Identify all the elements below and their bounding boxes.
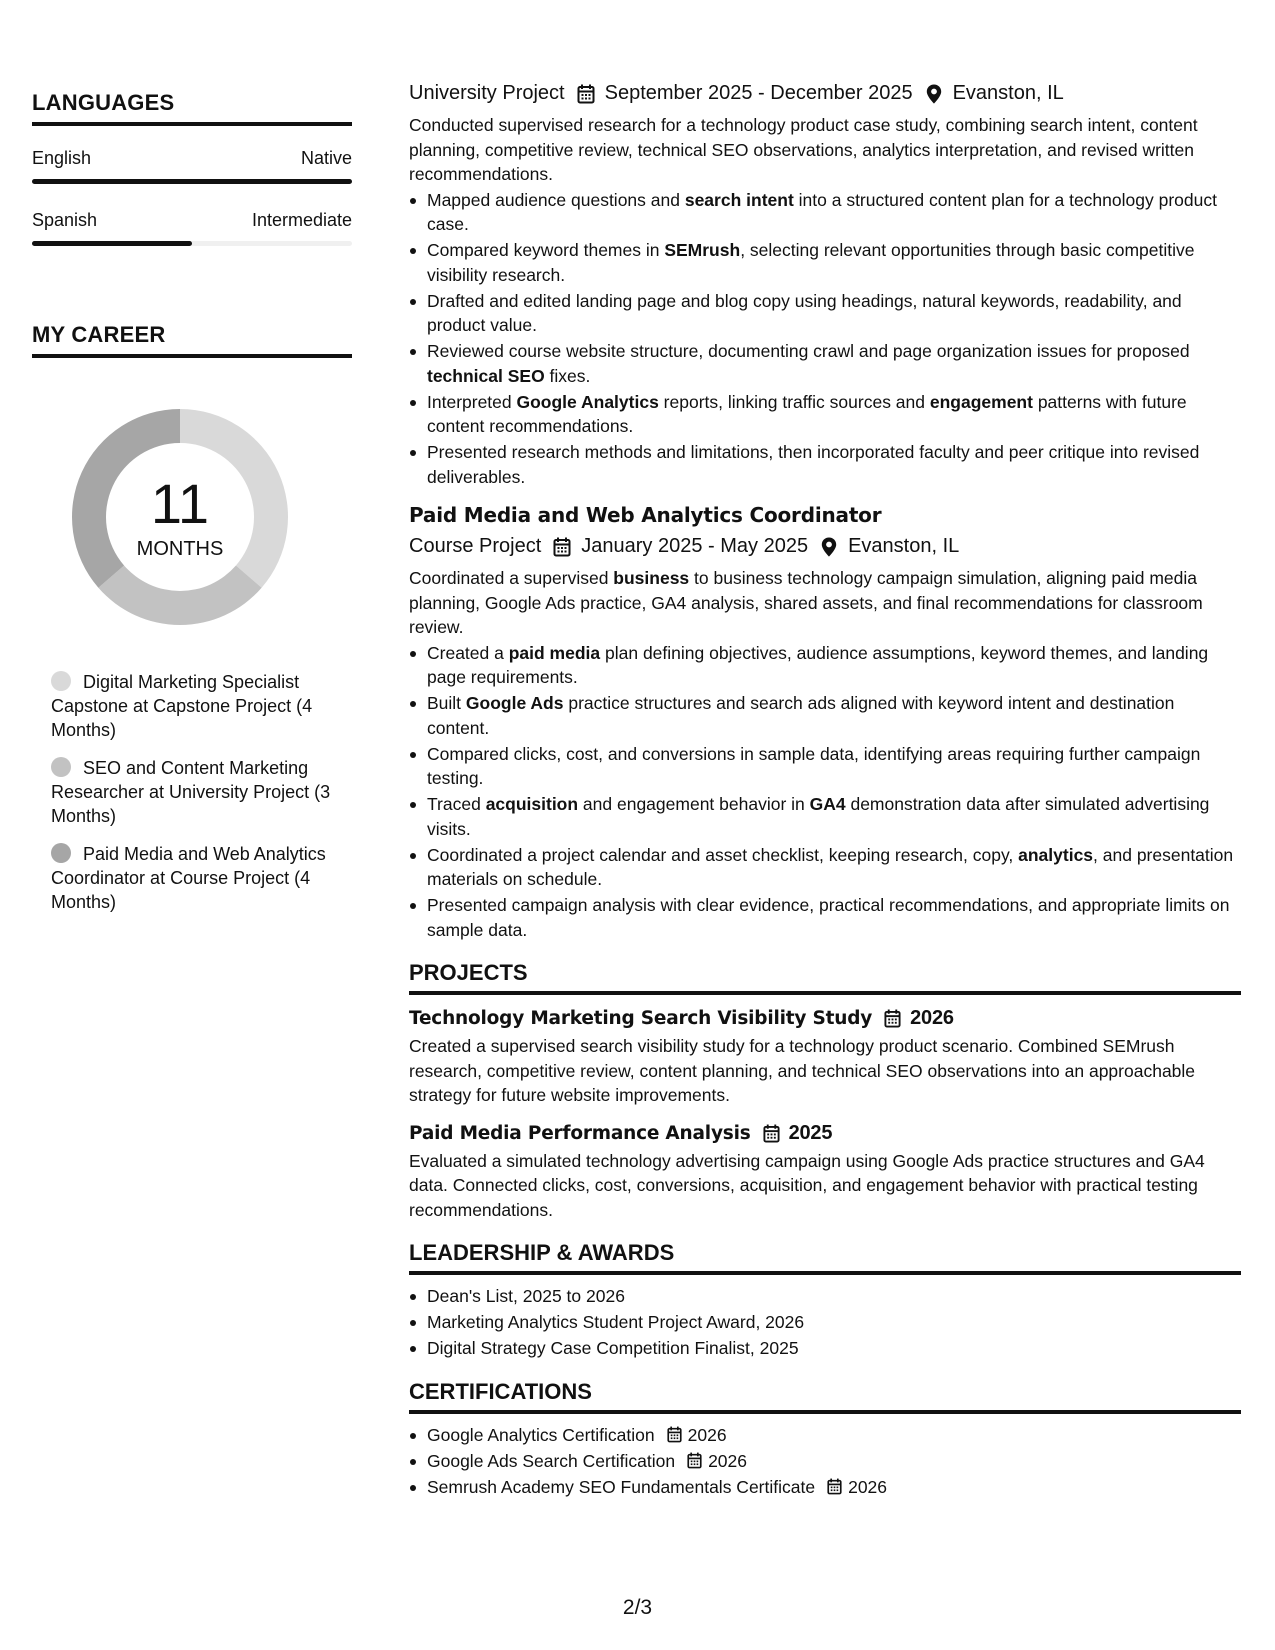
donut-segment-2 — [98, 565, 261, 625]
legend-dot — [51, 757, 71, 777]
project-description: Created a supervised search visibility study for a technology product scenario. Combined SEMrush research, competitive review, content planning, and technical SEO observations into an approachable strategy for future website improvements. — [409, 1036, 1196, 1105]
certification-item — [409, 1474, 1241, 1500]
legend-label: SEO and Content Marketing Researcher at University Project (3 Months) — [51, 758, 331, 826]
calendar-icon — [687, 1452, 702, 1469]
certification-name: Google Ads Search Certification — [427, 1451, 676, 1471]
keyword-emphasis: analytics — [1018, 844, 1094, 865]
language-level-fill — [32, 241, 192, 246]
career-heading: MY CAREER — [32, 322, 352, 358]
leadership-item: Digital Strategy Case Competition Finalist, 2025 — [409, 1335, 1241, 1361]
experience-bullets — [409, 641, 1241, 943]
experience-meta — [409, 535, 1241, 558]
career-total-number: 11 — [150, 472, 210, 535]
experience-bullet: Compared keyword themes in SEMrush, selecting relevant opportunities through basic competitive visibility research. — [409, 238, 1241, 287]
keyword-emphasis: acquisition — [485, 794, 579, 814]
language-level-fill — [32, 179, 352, 184]
right-column — [409, 82, 1241, 1500]
project-year: 2026 — [910, 1007, 954, 1029]
experience-bullet: Coordinated a project calendar and asset checklist, keeping research, copy, analytics, and presentation materials on schedule. — [409, 843, 1241, 892]
experience-dates: September 2025 - December 2025 — [604, 82, 913, 104]
leadership-item: Marketing Analytics Student Project Award, 2026 — [409, 1309, 1241, 1335]
experience-bullet: Compared clicks, cost, and conversions in sample data, identifying areas requiring further campaign testing. — [409, 742, 1241, 791]
location-pin-icon — [820, 537, 838, 557]
project-name: Paid Media Performance Analysis — [409, 1122, 751, 1144]
legend-label: Digital Marketing Specialist Capstone at Capstone Project (4 Months) — [51, 672, 313, 740]
keyword-emphasis: paid media — [508, 642, 601, 663]
keyword-emphasis: business — [613, 568, 690, 588]
career-legend-item — [51, 842, 341, 914]
calendar-icon — [667, 1426, 682, 1443]
language-level-bar — [32, 179, 352, 184]
legend-label: Paid Media and Web Analytics Coordinator at Course Project (4 Months) — [51, 844, 326, 912]
career-donut-chart — [65, 402, 295, 632]
experience-bullet: Reviewed course website structure, documenting crawl and page organization issues for proposed technical SEO fixes. — [409, 339, 1241, 388]
legend-dot — [51, 671, 71, 691]
legend-dot — [51, 843, 71, 863]
calendar-icon — [884, 1009, 901, 1028]
career-legend-item — [51, 756, 341, 828]
certifications-list — [409, 1422, 1241, 1500]
experience-meta — [409, 82, 1241, 105]
experience-bullet: Presented research methods and limitations, then incorporated faculty and peer critique into revised deliverables. — [409, 440, 1241, 489]
experience-summary: Conducted supervised research for a technology product case study, combining search intent, content planning, competitive review, technical SEO observations, analytics interpretation, and revised written recommendations. — [409, 115, 1198, 184]
certification-year: 2026 — [708, 1451, 747, 1471]
keyword-emphasis: Google Ads — [465, 693, 564, 713]
certification-year: 2026 — [848, 1477, 888, 1497]
experience-bullet: Created a paid media plan defining objectives, audience assumptions, keyword themes, and landing page requirements. — [409, 641, 1241, 690]
leadership-item: Dean's List, 2025 to 2026 — [409, 1283, 1241, 1309]
experience-bullet: Interpreted Google Analytics reports, linking traffic sources and engagement patterns with future content recommendations. — [409, 390, 1241, 439]
certification-item — [409, 1448, 1241, 1474]
certification-item — [409, 1422, 1241, 1448]
language-level-bar — [32, 241, 352, 246]
keyword-emphasis: technical SEO — [427, 365, 545, 386]
experience-summary: Coordinated a supervised business to business technology campaign simulation, aligning paid media planning, Google Ads practice, GA4 analysis, shared assets, and final recommendations for classroom review. — [409, 568, 1203, 637]
experience-bullets — [409, 188, 1241, 490]
career-legend-item — [51, 670, 341, 742]
certifications-heading: CERTIFICATIONS — [409, 1379, 1241, 1414]
page-number: 2/3 — [622, 1596, 653, 1619]
career-total-unit: MONTHS — [136, 538, 224, 560]
keyword-emphasis: SEMrush — [664, 240, 741, 260]
leadership-heading: LEADERSHIP & AWARDS — [409, 1240, 1241, 1275]
certification-name: Google Analytics Certification — [427, 1425, 655, 1445]
left-column — [32, 90, 352, 928]
experience-bullet: Mapped audience questions and search intent into a structured content plan for a technology product case. — [409, 188, 1241, 237]
experience-role-title: Paid Media and Web Analytics Coordinator — [409, 503, 882, 527]
language-name: English — [32, 148, 92, 168]
experience-dates: January 2025 - May 2025 — [581, 535, 809, 557]
calendar-icon — [553, 537, 571, 557]
projects-heading: PROJECTS — [409, 960, 1241, 995]
language-row — [32, 148, 352, 169]
project-name: Technology Marketing Search Visibility Study — [409, 1008, 873, 1029]
experience-bullet: Built Google Ads practice structures and search ads aligned with keyword intent and destination content. — [409, 691, 1241, 740]
experience-bullet: Traced acquisition and engagement behavior in GA4 demonstration data after simulated advertising visits. — [409, 792, 1241, 841]
language-name: Spanish — [32, 210, 98, 230]
keyword-emphasis: search intent — [684, 189, 794, 210]
career-legend — [51, 670, 341, 914]
calendar-icon — [827, 1478, 842, 1495]
calendar-icon — [577, 84, 595, 104]
project-title — [409, 1122, 1241, 1145]
experience-location: Evanston, IL — [848, 535, 960, 557]
location-pin-icon — [925, 84, 943, 104]
experience-org: Course Project — [409, 535, 542, 557]
certification-name: Semrush Academy SEO Fundamentals Certificate — [427, 1477, 816, 1497]
languages-heading: LANGUAGES — [32, 90, 352, 126]
experience-bullet: Drafted and edited landing page and blog copy using headings, natural keywords, readability, and product value. — [409, 289, 1241, 338]
leadership-list — [409, 1283, 1241, 1361]
language-level: Native — [300, 148, 352, 168]
keyword-emphasis: GA4 — [809, 794, 846, 814]
project-description: Evaluated a simulated technology advertising campaign using Google Ads practice structures and GA4 data. Connected clicks, cost, conversions, acquisition, and engagement behavior with practical testing recommendations. — [409, 1150, 1205, 1220]
language-row — [32, 210, 352, 231]
project-year: 2025 — [788, 1121, 833, 1144]
experience-bullet: Presented campaign analysis with clear evidence, practical recommendations, and appropriate limits on sample data. — [409, 893, 1241, 942]
project-title — [409, 1007, 1241, 1030]
keyword-emphasis: engagement — [929, 391, 1033, 412]
experience-location: Evanston, IL — [952, 82, 1064, 104]
calendar-icon — [763, 1124, 780, 1143]
language-level: Intermediate — [251, 210, 352, 230]
experience-org: University Project — [409, 82, 565, 104]
certification-year: 2026 — [687, 1425, 727, 1445]
keyword-emphasis: Google Analytics — [516, 391, 659, 412]
